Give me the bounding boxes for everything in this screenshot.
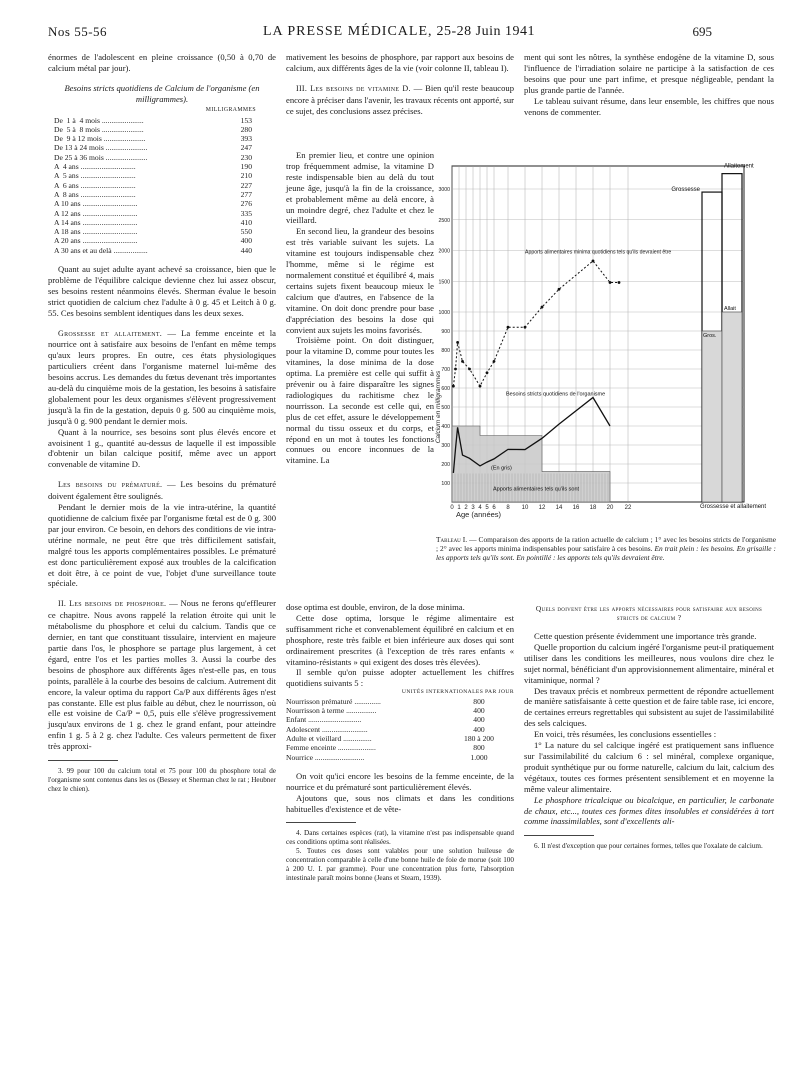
table-row	[54, 171, 282, 180]
series-apports-minima-point	[454, 368, 457, 371]
x-tick-label: 20	[606, 505, 614, 511]
x-tick-label: 0	[450, 505, 454, 511]
paragraph: Ajoutons que, sous nos climats et dans les conditions habituelles d'existence et de vête-	[286, 792, 514, 814]
table-row	[54, 218, 282, 227]
table-row	[54, 190, 282, 199]
paragraph: 1° La nature du sel calcique ingéré est pratiquement sans influence sur l'assimilabilité du calcium 6 : sel minéral, complexe organique, produit synthétique pur ou forme naturelle, calcium du lait, calcium des végétaux, toutes ces formes présentent sensiblement et en moyenne la même valeur alimentaire.	[524, 740, 774, 794]
paragraph: Quant au sujet adulte ayant achevé sa croissance, bien que le problème de l'équilibre calcique devienne chez lui assez obscur, ses besoins restent néanmoins élevés. Sherman évalue le besoin strict quotidien de calcium chez l'adulte à 0 g. 45 et Leitch à 0 g. 55. Ces besoins semblent identiques dans les deux sexes.	[48, 263, 276, 318]
row-value: 410	[240, 217, 252, 227]
row-value: 190	[240, 162, 252, 172]
x-tick-label: 4	[478, 505, 482, 511]
row-value: 400	[473, 706, 485, 716]
page-header	[48, 24, 712, 44]
bar-allait-besoins	[722, 312, 742, 502]
section-grossesse: Grossesse et allaitement. — La femme enceinte et la nourrice ont à satisfaire aux besoins de l'enfant en même temps qu'aux leurs propres. En outre, ces états physiologiques particuliers créent dans l'organisme maternel lui-même des besoins accrus. Les demandes du fœtus devenant très importantes au-delà du cinquième mois de la gestation, les besoins à satisfaire globalement pour les deux organismes s'élèvent progressivement jusqu'à la fin de la gestation, depuis 0 g. 500 au cinquième mois, jusqu'à 0 g. 900 pendant le dernier mois.	[48, 327, 276, 426]
row-value: 180 à 200	[464, 733, 494, 743]
x-tick-label: 2	[464, 505, 468, 511]
column-2-bottom	[286, 602, 514, 883]
row-label: A 30 ans et au delà ..................	[54, 245, 148, 255]
column-2-wrap	[286, 150, 434, 466]
y-tick-label: 700	[441, 367, 450, 373]
paragraph: Cette question présente évidemment une importance très grande.	[534, 631, 757, 641]
chart-svg	[436, 156, 780, 534]
section-phosphore: II. Les besoins de phosphore. — Nous ne ferons qu'effleurer ce chapitre. Nous avons rappelé la relation étroite qui unit le métabolisme du phosphore et celui du calcium. Tandis que ce dernier, en tant que constituant tissulaire, intervient en majeure partie dans l'os, le phosphore se partage plus largement, à cet égard, entre l'os et les parties molles 3. Aussi la courbe des besoins de phosphore aux différents âges n'est-elle pas, en tous points, parallèle à la courbe des besoins de calcium. Autrement dit encore, la valeur optima du rapport Ca/P aux différents âges n'est pas constante. Elle est plus faible au début, chez le nourrisson, où elle est voisine de Ca/P = 0,5, puis elle s'élève progressivement jusqu'aux environs de 1 g. chez le grand enfant, pour atteindre enfin 1 g. 5 à 2 g. chez l'adulte. Ces valeurs permettent de fixer très approxi-	[48, 598, 276, 752]
table-row	[286, 706, 514, 715]
table-row	[286, 743, 514, 752]
x-axis-label: Age (années)	[456, 510, 502, 519]
x-tick-label: 22	[624, 505, 632, 511]
journal-title: LA PRESSE MÉDICALE, 25-28 Juin 1941	[263, 24, 536, 39]
y-axis-label: Calcium en milligrammes	[435, 370, 442, 444]
bar-gros-besoins	[702, 331, 722, 502]
table2-unit-header: UNITÉS INTERNATIONALES PAR JOUR	[401, 689, 514, 696]
issue-number: Nos 55-56	[48, 24, 108, 39]
issue-date: 25-28 Juin 1941	[436, 24, 536, 39]
row-label: Femme enceinte ....................	[286, 743, 376, 753]
x-tick-label: 18	[589, 505, 597, 511]
paragraph: On voit qu'ici encore les besoins de la femme enceinte, de la nourrice et du prématuré sont particulièrement élevés.	[286, 770, 514, 792]
column-3-bottom	[524, 604, 774, 851]
series-apports-minima-point	[592, 260, 595, 263]
table1-title: Besoins stricts quotidiens de Calcium de l'organisme (en milligrammes).	[64, 82, 260, 104]
table-row	[54, 209, 282, 218]
series-apports-minima-point	[558, 288, 561, 291]
y-tick-label: 2500	[438, 217, 450, 224]
chart-caption: Tableau I. — Comparaison des apports de la ration actuelle de calcium ; 1° avec les besoins stricts de l'organisme ; 2° avec les apports minima indispensables pour satisfaire à ces besoins. En trait plein : les besoins. En grisaille : les apports tels qu'ils sont. En pointillé : les apports tels qu'ils devraient être.	[436, 535, 776, 563]
row-value: 230	[240, 152, 252, 162]
annotation-besoins-stricts: Besoins stricts quotidiens de l'organisme	[506, 391, 606, 398]
row-value: 280	[240, 124, 252, 134]
vitamin-d-table	[286, 697, 514, 762]
row-label: A 8 ans .............................	[54, 189, 136, 199]
row-label: A 10 ans .............................	[54, 199, 138, 209]
y-tick-label: 900	[441, 329, 450, 335]
row-label: De 25 à 36 mois ......................	[54, 152, 148, 162]
y-tick-label: 3000	[438, 187, 450, 193]
series-apports-minima-point	[609, 281, 612, 284]
row-value: 800	[473, 743, 485, 753]
row-label: A 5 ans .............................	[54, 171, 136, 181]
annotation-grossesse: Grossesse	[671, 186, 700, 193]
x-tick-label: 5	[485, 505, 489, 511]
row-label: A 18 ans .............................	[54, 227, 138, 237]
table-row	[54, 181, 282, 190]
section-premature: Les besoins du prématuré. — Les besoins du prématuré doivent également être soulignés.	[48, 479, 277, 502]
table-row	[286, 734, 514, 743]
column-1	[48, 52, 276, 794]
y-tick-label: 300	[441, 443, 450, 449]
annotation-gros: Gros.	[703, 333, 717, 339]
y-tick-label: 100	[441, 481, 450, 487]
table-row	[54, 199, 282, 208]
table-row	[54, 236, 282, 245]
paragraph: ment qui sont les nôtres, la synthèse endogène de la vitamine D, sous l'influence de l'irradiation solaire ne participe à la satisfaction de ces besoins que pour une part infime, et presque négligeable, pendant la plus grande partie de l'année.	[524, 52, 774, 95]
x-tick-label: 1	[457, 505, 461, 511]
series-apports-minima-point	[452, 385, 455, 388]
table1-unit-header: MILLIGRAMMES	[205, 106, 256, 113]
table-row	[286, 753, 514, 762]
x-tick-label: 10	[521, 505, 529, 511]
series-apports-minima-line	[453, 261, 619, 386]
page-number: 695	[692, 24, 712, 39]
row-value: 227	[240, 180, 252, 190]
row-value: 393	[240, 134, 252, 144]
footnote-rule	[48, 760, 118, 761]
row-label: A 12 ans .............................	[54, 208, 138, 218]
column-2-top	[286, 52, 514, 117]
row-value: 400	[473, 715, 485, 725]
table-row	[54, 134, 282, 143]
table-row	[54, 125, 282, 134]
series-apports-minima-point	[507, 326, 510, 329]
annotation-en-gris: (En gris)	[491, 465, 512, 472]
series-apports-minima-point	[541, 306, 544, 309]
series-apports-minima-point	[479, 385, 482, 388]
footnote-6: 6. Il n'est d'exception que pour certaines formes, telles que l'oxalate de calcium.	[534, 842, 763, 851]
table-row	[286, 715, 514, 724]
x-tick-label: 8	[506, 505, 510, 511]
table-row	[54, 153, 282, 162]
footnote-5: 5. Toutes ces doses sont valables pour une solution huileuse de concentration comparable à celle d'une bonne huile de foie de morue (soit 100 à 200 U. I. par gramme). Pour une concentration plus forte, l'absorption intestinale paraît moins bonne (Jeans et Stearn, 1939).	[286, 847, 514, 883]
paragraph: Troisième point. On doit distinguer, pour la vitamine D, comme pour toutes les vitamines, la dose minima de la dose optima. La première est celle qui suffit à prévenir ou à faire disparaître les signes radiologiques du rachitisme chez le nourrisson. La seconde est celle qui, en plus de cet effet, assure le développement normal du tissu osseux et du corps, et répond en un mot à toutes les fonctions connues ou encore inconnues de la vitamine. La	[286, 335, 434, 466]
footnote-rule	[286, 822, 356, 823]
row-label: Enfant ............................	[286, 715, 362, 725]
y-tick-label: 400	[441, 424, 450, 430]
row-value: 335	[240, 208, 252, 218]
row-label: A 14 ans .............................	[54, 217, 138, 227]
calcium-needs-table	[54, 116, 282, 255]
series-apports-minima-point	[461, 360, 464, 363]
row-value: 550	[240, 227, 252, 237]
table-row	[54, 143, 282, 152]
tableau-1-chart	[436, 156, 780, 534]
row-value: 247	[240, 143, 252, 153]
section-heading-apports: Quels doivent être les apports nécessaires pour satisfaire aux besoins stricts de calcium ?	[535, 604, 763, 622]
series-apports-minima-point	[493, 360, 496, 363]
table-row	[286, 725, 514, 734]
paragraph: En voici, très résumées, les conclusions essentielles :	[534, 729, 717, 740]
row-label: A 4 ans .............................	[54, 162, 136, 172]
row-value: 400	[473, 724, 485, 734]
series-apports-minima-point	[486, 371, 489, 374]
row-value: 276	[240, 199, 252, 209]
table-row	[286, 697, 514, 706]
footnote-4: 4. Dans certaines espèces (rat), la vitamine n'est pas indispensable quand ces conditions optima sont réalisées.	[286, 829, 514, 847]
table-row	[54, 227, 282, 236]
table-row	[54, 116, 282, 125]
table-row	[54, 246, 282, 255]
y-tick-label: 500	[441, 405, 450, 411]
paragraph: En premier lieu, et contre une opinion trop fréquemment admise, la vitamine D reste indispensable bien au delà du tout jeune âge, jusqu'à la fin de la croissance, et probablement même au delà encore, à un moindre degré, chez l'adulte et chez le vieillard.	[286, 150, 434, 226]
series-apports-minima-point	[468, 368, 471, 371]
row-value: 277	[240, 189, 252, 199]
row-value: 210	[240, 171, 252, 181]
column-3-top	[524, 52, 774, 117]
y-tick-label: 2000	[438, 248, 450, 255]
series-apports-minima-point	[524, 326, 527, 329]
x-tick-label: 14	[555, 505, 563, 511]
paragraph: Il semble qu'on puisse adopter actuellement les chiffres quotidiens suivants 5 :	[286, 667, 514, 689]
x-tick-label: 3	[471, 505, 475, 511]
row-label: Adolescent ........................	[286, 724, 368, 734]
paragraph: Pendant le dernier mois de la vie intra-utérine, la quantité quotidienne de calcium fixée par l'organisme fœtal est de 0 g. 300 par jour environ. Ce besoin, en dehors des conditions de vie intra-utérine normale, ne peut être que très difficilement satisfait, malgré tous les apports complémentaires possibles. Le prématuré est donc particulièrement exposé aux troubles de la calcification et doit être, à ce point de vue, l'objet d'une surveillance toute spéciale.	[48, 502, 276, 589]
row-value: 153	[240, 115, 252, 125]
row-label: De 9 à 12 mois ......................	[54, 134, 146, 144]
annotation-allait: Allait	[724, 306, 736, 312]
section-vitamine-d: III. Les besoins de vitamine D. — Bien qu'il reste beaucoup encore à préciser dans l'avenir, les travaux récents ont apporté, sur ce sujet, des conclusions assez précises.	[286, 82, 514, 116]
row-label: De 13 à 24 mois ......................	[54, 143, 148, 153]
paragraph: Quelle proportion du calcium ingéré l'organisme peut-il pratiquement utiliser dans les conditions les meilleures, nous voulons dire chez le sujet normal, bénéficiant d'un approvisionnement alimentaire, minéral et vitaminique, normal ?	[524, 641, 774, 685]
footnote-rule	[524, 835, 594, 836]
row-value: 800	[473, 696, 485, 706]
paragraph: Quant à la nourrice, ses besoins sont plus élevés encore et avoisinent 1 g., quantité au-dessus de laquelle il est impossible d'obtenir un bilan calcique positif, même avec un apport convenable de vitamine D.	[48, 426, 276, 470]
series-apports-minima-point	[456, 341, 459, 344]
paragraph: Des travaux précis et nombreux permettent de répondre actuellement de manière satisfaisante à cette question et de faire table rase, ici encore, de certaines erreurs regrettables qui subsistent au sujet de l'assimilabilité des sels calciques.	[524, 685, 774, 729]
y-tick-label: 800	[441, 348, 450, 354]
footnote-3: 3. 99 pour 100 du calcium total et 75 pour 100 du phosphore total de l'organisme sont contenus dans les os (Bessey et Sherman chez le rat ; Heubner chez le chien).	[48, 767, 276, 794]
paragraph: Cette dose optima, lorsque le régime alimentaire est suffisamment riche et convenablement équilibré en calcium et en phosphore, reste très faible et bien inférieure aux doses qui sont ordinairement prescrites (à l'exception de très rares enfants « vitamino-résistants » qui exigent des doses très élevées).	[286, 612, 514, 667]
table-row	[54, 162, 282, 171]
row-value: 1.000	[470, 752, 488, 762]
paragraph: Le tableau suivant résume, dans leur ensemble, les chiffres que nous venons de commenter.	[524, 95, 774, 117]
row-label: A 20 ans .............................	[54, 236, 138, 246]
paragraph: En second lieu, la grandeur des besoins est très variable suivant les sujets. La vitamine est toujours indispensable chez l'homme, même si le régime est normalement constitué et équilibré 4, mais certains sujets fixent beaucoup mieux le calcium que d'autres, en l'absence de la vitamine. On doit donc prendre pour base d'appréciation des besoins la dose qui convient aux sujets les moins favorisés.	[286, 226, 434, 335]
series-apports-minima-point	[618, 281, 621, 284]
x-tick-label: 6	[492, 505, 496, 511]
row-label: Nourrice ..........................	[286, 752, 365, 762]
annotation-grossesse-et-allaitement: Grossesse et allaitement	[700, 504, 767, 510]
row-label: Adulte et vieillard ...............	[286, 733, 372, 743]
annotation-apports-minima: Apports alimentaires minima quotidiens tels qu'ils devraient être	[525, 249, 672, 256]
paragraph: Le phosphore tricalcique ou bicalcique, en particulier, le carbonate de chaux, etc..., toutes ces formes dites insolubles et considérées à tort comme inassimilables, sont d'excellents ali-	[524, 794, 774, 827]
x-tick-label: 16	[572, 505, 580, 511]
annotation-allaitement: Allaitement	[724, 163, 754, 170]
row-label: De 5 à 8 mois ......................	[54, 124, 144, 134]
paragraph: énormes de l'adolescent en pleine croissance (0,50 à 0,70 de calcium métal par jour).	[48, 52, 276, 73]
row-label: Nourrisson à terme ................	[286, 706, 377, 716]
x-tick-label: 12	[538, 505, 546, 511]
row-label: Nourrisson prématuré ..............	[286, 696, 381, 706]
annotation-apports-reels: Apports alimentaires tels qu'ils sont	[493, 486, 580, 493]
paragraph: dose optima est double, environ, de la dose minima.	[286, 602, 465, 612]
row-label: De 1 à 4 mois ......................	[54, 115, 144, 125]
row-value: 440	[240, 245, 252, 255]
y-tick-label: 600	[441, 386, 450, 392]
y-tick-label: 200	[441, 462, 450, 468]
row-value: 400	[240, 236, 252, 246]
y-tick-label: 1000	[438, 310, 450, 316]
row-label: A 6 ans .............................	[54, 180, 136, 190]
y-tick-label: 1500	[438, 279, 450, 286]
paragraph: mativement les besoins de phosphore, par rapport aux besoins de calcium, aux différents âges de la vie (voir colonne II, tableau I).	[286, 52, 514, 73]
